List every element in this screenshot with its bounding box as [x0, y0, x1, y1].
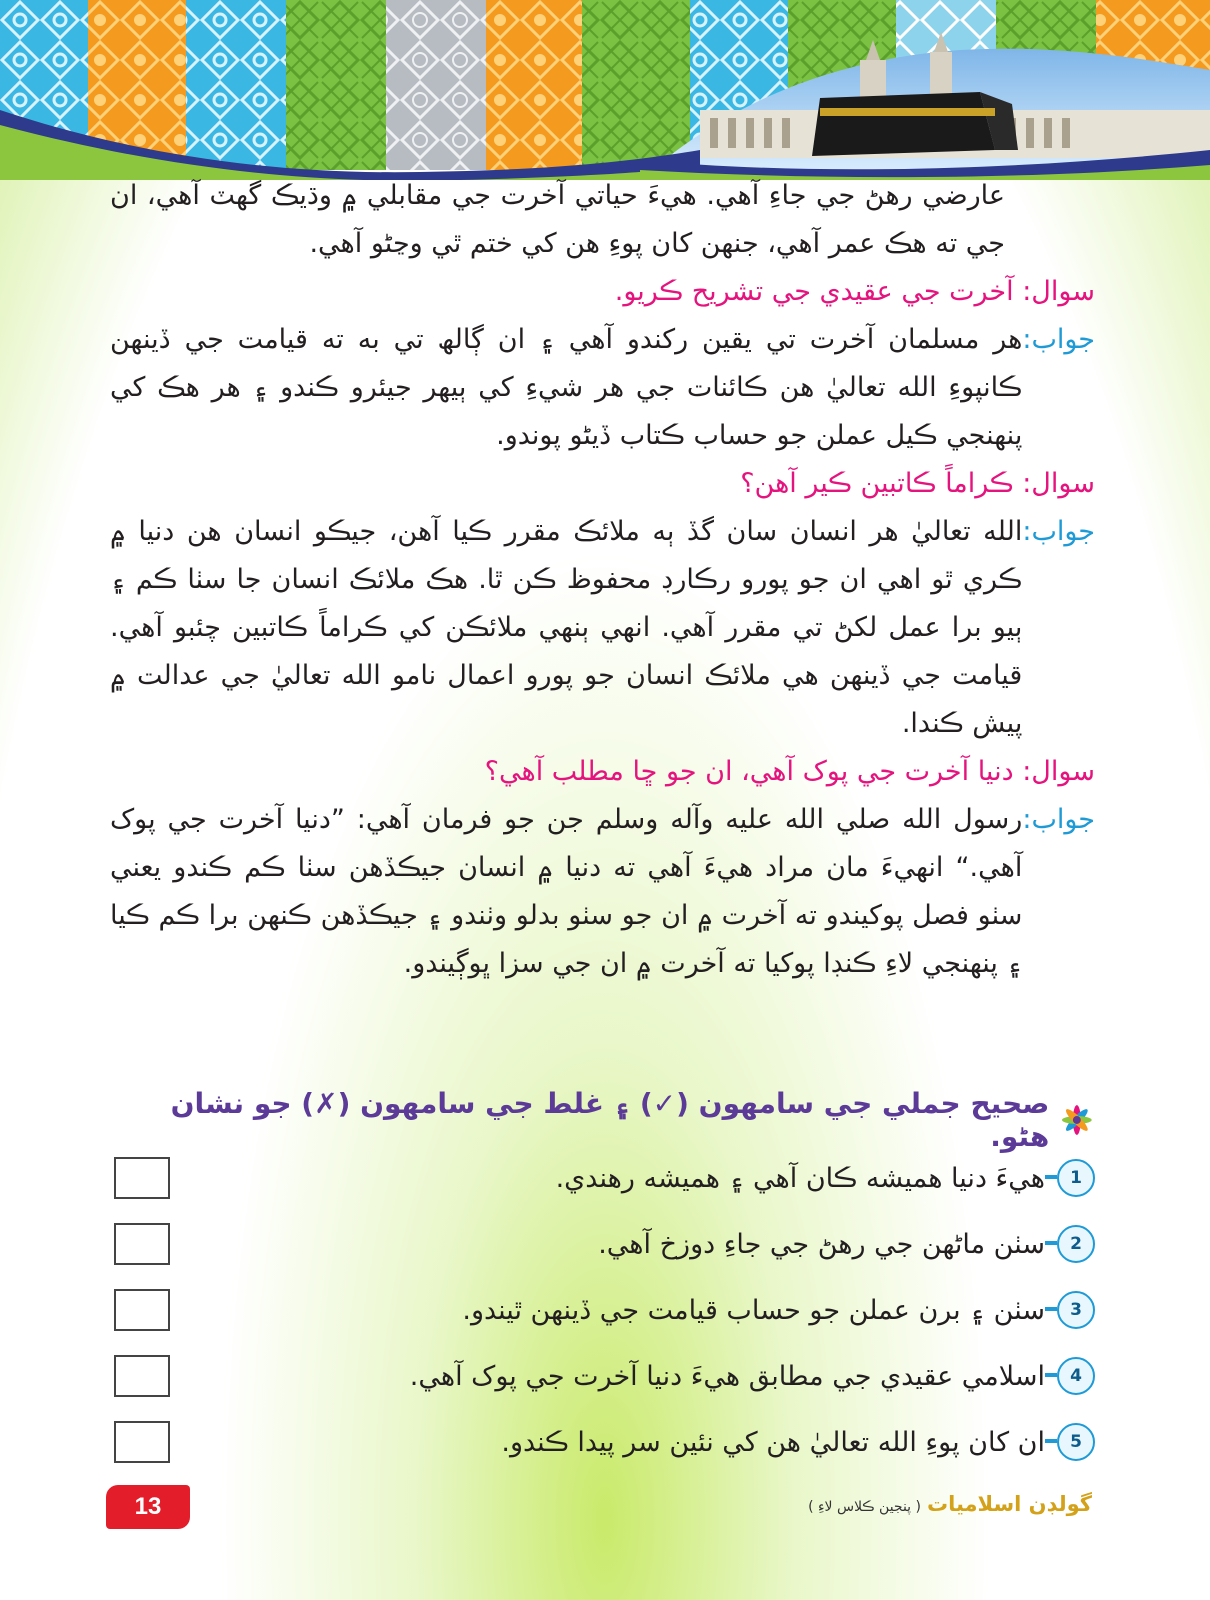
- intro-paragraph: عارضي رهڻ جي جاءِ آهي. هيءَ حياتي آخرت جي مقابلي ۾ وڌيڪ گهٽ آهي، ان جي ته هڪ عمر آهي، جنهن کان پوءِ هن کي ختم ٿي وڃڻو آهي.: [110, 180, 1005, 259]
- header-banner: [0, 0, 1210, 180]
- question-2: [110, 460, 1095, 508]
- question-label: سوال:: [1022, 756, 1095, 787]
- answer-checkbox[interactable]: [114, 1223, 170, 1265]
- qa-block-2: [110, 460, 1095, 748]
- item-number: 1: [1057, 1159, 1095, 1197]
- item-text: اسلامي عقيدي جي مطابق هيءَ دنيا آخرت جي پوک آهي.: [409, 1360, 1045, 1392]
- page-number-badge: 13: [106, 1485, 190, 1529]
- question-1: [110, 268, 1095, 316]
- flower-star-icon: [1059, 1102, 1095, 1138]
- question-text: آخرت جي عقيدي جي تشريح ڪريو.: [614, 276, 1014, 307]
- item-number: 2: [1057, 1225, 1095, 1263]
- answer-label: جواب:: [1022, 324, 1095, 355]
- answer-2: [110, 508, 1095, 748]
- pattern-strips: [0, 0, 1210, 180]
- question-label: سوال:: [1022, 468, 1095, 499]
- answer-text: هر مسلمان آخرت تي يقين رکندو آهي ۽ ان ڳالھ تي به ته قيامت جي ڏينهن ڪانپوءِ الله تعاليٰ هن ڪائنات جي هر شيءِ کي ٻيهر جيئرو ڪندو ۽ هر هڪ کي پنهنجي ڪيل عملن جو حساب ڪتاب ڏيڻو پوندو.: [110, 324, 1023, 451]
- question-label: سوال:: [1022, 276, 1095, 307]
- question-3: [110, 748, 1095, 796]
- item-text: هيءَ دنيا هميشه ڪان آهي ۽ هميشه رهندي.: [555, 1162, 1045, 1194]
- qa-block-1: [110, 268, 1095, 460]
- answer-1: [110, 316, 1095, 460]
- answer-checkbox[interactable]: [114, 1289, 170, 1331]
- exercise-title-text: صحيح جملي جي سامهون (✓) ۽ غلط جي سامهون (✗) جو نشان هڻو.: [170, 1087, 1050, 1153]
- exercise-title: [110, 1087, 1095, 1153]
- answer-text: رسول الله صلي الله عليه وآله وسلم جن جو فرمان آهي: ”دنيا آخرت جي پوک آهي.“ انهيءَ مان مراد هيءَ آهي ته دنيا ۾ انسان جيڪڏهن سٺا ڪم ڪندو يعني سٺو فصل پوکيندو ته آخرت ۾ ان جو سٺو بدلو وٺندو ۽ جيڪڏهن ڪنهن برا ڪم ڪيا ۽ پنهنجي لاءِ ڪنڊا پوکيا ته آخرت ۾ ان جي سزا ڀوڳيندو.: [110, 804, 1023, 979]
- answer-label: جواب:: [1022, 804, 1095, 835]
- question-text: دنيا آخرت جي پوک آهي، ان جو ڇا مطلب آهي؟: [484, 756, 1014, 787]
- main-content: [110, 172, 1095, 988]
- exercise-section: [110, 1087, 1095, 1475]
- item-text: ان کان پوءِ الله تعاليٰ هن کي نئين سر پيدا ڪندو.: [501, 1426, 1045, 1458]
- item-number: 4: [1057, 1357, 1095, 1395]
- answer-checkbox[interactable]: [114, 1355, 170, 1397]
- exercise-item-2: [110, 1211, 1095, 1277]
- item-text: سٺن ماڻهن جي رهڻ جي جاءِ دوزخ آهي.: [598, 1228, 1045, 1260]
- question-text: ڪراماً ڪاتبين ڪير آهن؟: [740, 468, 1014, 499]
- book-subtitle: ( پنجين ڪلاس لاءِ ): [808, 1499, 921, 1515]
- exercise-item-3: [110, 1277, 1095, 1343]
- exercise-item-1: [110, 1145, 1095, 1211]
- book-title: گولڊن اسلاميات: [927, 1492, 1092, 1516]
- exercise-item-4: [110, 1343, 1095, 1409]
- item-text: سٺن ۽ برن عملن جو حساب قيامت جي ڏينهن ٿيندو.: [462, 1294, 1045, 1326]
- item-number: 5: [1057, 1423, 1095, 1461]
- qa-block-3: [110, 748, 1095, 988]
- item-number: 3: [1057, 1291, 1095, 1329]
- answer-checkbox[interactable]: [114, 1421, 170, 1463]
- answer-3: [110, 796, 1095, 988]
- answer-label: جواب:: [1022, 516, 1095, 547]
- exercise-item-5: [110, 1409, 1095, 1475]
- book-footer: [808, 1492, 1092, 1516]
- answer-checkbox[interactable]: [114, 1157, 170, 1199]
- answer-text: الله تعاليٰ هر انسان سان گڏ ٻه ملائڪ مقرر ڪيا آهن، جيڪو انسان هن دنيا ۾ ڪري ٿو اهي ان جو پورو رڪارڊ محفوظ ڪن ٿا. هڪ ملائڪ انسان جا سٺا ڪم ۽ ٻيو برا عمل لکڻ تي مقرر آهي. انهي ٻنهي ملائڪن کي ڪراماً ڪاتبين چئبو آهي. قيامت جي ڏينهن هي ملائڪ انسان جو پورو اعمال نامو الله تعاليٰ جي عدالت ۾ پيش ڪندا.: [110, 516, 1023, 739]
